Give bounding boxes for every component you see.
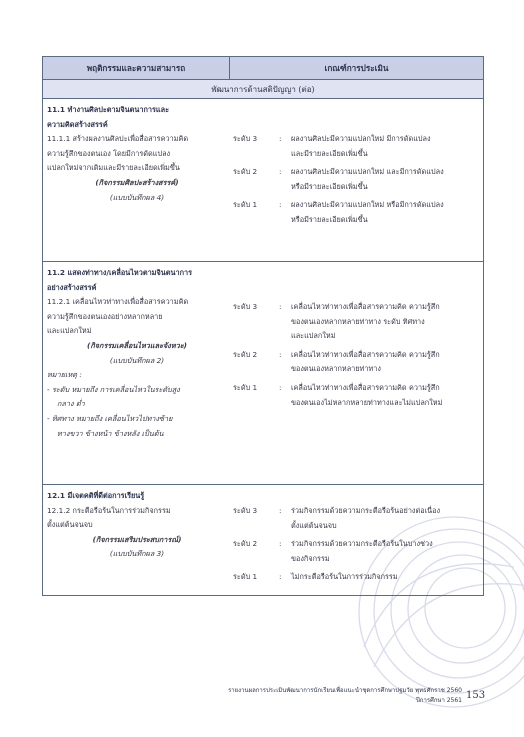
level-desc: เคลื่อนไหวท่าทางเพื่อสื่อสารความคิด ความรู้สึก ของตนเองไม่หลากหลายท่าทางและไม่แปลกใหม่ (291, 382, 443, 407)
level-desc: ผลงานศิลปะมีความแปลกใหม่ และมีการดัดแปลง หรือมีรายละเอียดเพิ่มขึ้น (291, 167, 444, 191)
section-title: 11.2 แสดงท่าทาง/เคลื่อนไหวตามจินตนาการ อย่างสร้างสรรค์ (47, 268, 193, 292)
level-label: ระดับ 1 (233, 382, 258, 392)
behavior-cell (47, 103, 227, 205)
section-11-2 (43, 262, 483, 485)
footer-year: ปีการศึกษา 2561 (416, 697, 462, 704)
level-label: ระดับ 3 (233, 302, 258, 311)
level-desc: ร่วมกิจกรรมด้วยความกระตือรือร้นอย่างต่อเนื่อง ตั้งแต่ต้นจนจบ (291, 506, 441, 530)
item-text: 11.2.1 เคลื่อนไหวท่าทางเพื่อสื่อสารความคิด ความรู้สึกของตนเองอย่างหลากหลาย และแปลกใหม่ (47, 297, 189, 336)
level-label: ระดับ 2 (233, 349, 258, 359)
level-desc: ผลงานศิลปะมีความแปลกใหม่ มีการดัดแปลง และมีรายละเอียดเพิ่มขึ้น (291, 134, 431, 158)
criteria-cell (233, 300, 479, 410)
footer-title: รายงานผลการประเมินพัฒนาการนักเรียนเพื่อแนะนำชุดการศึกษาปฐมวัย พุทธศักราช 2560 (228, 687, 462, 694)
level-desc: เคลื่อนไหวท่าทางเพื่อสื่อสารความคิด ความรู้สึก ของตนเองหลากหลายท่าทาง ระดับ ทิศทาง และแปลกใหม่ (291, 302, 440, 341)
criteria-cell (233, 132, 479, 228)
level-desc: เคลื่อนไหวท่าทางเพื่อสื่อสารความคิด ความรู้สึก ของตนเองหลากหลายท่าทาง (291, 349, 440, 374)
behavior-cell (47, 489, 227, 562)
record-label: (แบบบันทึกผล 2) (109, 355, 165, 365)
level-2-row: ระดับ 2 : ผลงานศิลปะมีความแปลกใหม่ และมีการดัดแปลง หรือมีรายละเอียดเพิ่มขึ้น (233, 165, 479, 194)
note-item: - ระดับ หมายถึง การเคลื่อนไหวในระดับสูง กลาง ต่ำ (47, 384, 180, 409)
table-subheader: พัฒนาการด้านสติปัญญา (ต่อ) (43, 80, 483, 99)
activity-label: (กิจกรรมเคลื่อนไหวและจังหวะ) (87, 340, 187, 350)
section-title: 12.1 มีเจตคติที่ดีต่อการเรียนรู้ (47, 491, 145, 500)
behavior-cell (47, 266, 227, 441)
level-desc: ไม่กระตือรือร้นในการร่วมกิจกรรม (291, 572, 398, 582)
criteria-cell (233, 504, 479, 585)
level-label: ระดับ 1 (233, 572, 258, 582)
level-3-row: ระดับ 3 : เคลื่อนไหวท่าทางเพื่อสื่อสารความคิด ความรู้สึก ของตนเองหลากหลายท่าทาง ระดับ ทิศทาง และแปลกใหม่ (233, 300, 479, 344)
activity-label: (กิจกรรมเสริมประสบการณ์) (92, 534, 182, 544)
header-behavior: พฤติกรรมและความสามารถ (43, 57, 230, 79)
level-label: ระดับ 1 (233, 200, 258, 210)
notes-title: หมายเหตุ : (47, 370, 82, 380)
assessment-table (42, 56, 484, 596)
header-criteria: เกณฑ์การประเมิน (324, 62, 389, 73)
level-1-row: ระดับ 1 : ไม่กระตือรือร้นในการร่วมกิจกรรม (233, 570, 479, 585)
level-label: ระดับ 2 (233, 539, 258, 549)
item-text: 12.1.2 กระตือรือร้นในการร่วมกิจกรรม ตั้งแต่ต้นจนจบ (47, 505, 171, 530)
level-2-row: ระดับ 2 : เคลื่อนไหวท่าทางเพื่อสื่อสารความคิด ความรู้สึก ของตนเองหลากหลายท่าทาง (233, 348, 479, 377)
level-label: ระดับ 2 (233, 167, 258, 177)
record-label: (แบบบันทึกผล 3) (109, 549, 165, 559)
page-number: 153 (466, 690, 486, 701)
section-title: 11.1 ทำงานศิลปะตามจินตนาการและ ความคิดสร้างสรรค์ (47, 105, 170, 129)
activity-label: (กิจกรรมศิลปะสร้างสรรค์) (95, 177, 179, 187)
record-label: (แบบบันทึกผล 4) (109, 192, 165, 202)
item-text: 11.1.1 สร้างผลงานศิลปะเพื่อสื่อสารความคิด ความรู้สึกของตนเอง โดยมีการดัดแปลง แปลกใหม่จากเดิมและมีรายละเอียดเพิ่มขึ้น (47, 134, 189, 173)
section-12-1 (43, 485, 483, 595)
section-11-1 (43, 99, 483, 262)
level-desc: ผลงานศิลปะมีความแปลกใหม่ หรือมีการดัดแปลง หรือมีรายละเอียดเพิ่มขึ้น (291, 200, 444, 224)
level-label: ระดับ 3 (233, 506, 258, 515)
note-item: - ทิศทาง หมายถึง เคลื่อนไหวไปทางซ้าย ทางขวา ข้างหน้า ข้างหลัง เป็นต้น (47, 413, 173, 438)
level-1-row: ระดับ 1 : เคลื่อนไหวท่าทางเพื่อสื่อสารความคิด ความรู้สึก ของตนเองไม่หลากหลายท่าทางและไม่แปลกใหม่ (233, 381, 479, 410)
level-1-row: ระดับ 1 : ผลงานศิลปะมีความแปลกใหม่ หรือมีการดัดแปลง หรือมีรายละเอียดเพิ่มขึ้น (233, 198, 479, 227)
page-footer (180, 686, 462, 706)
level-desc: ร่วมกิจกรรมด้วยความกระตือรือร้นในบางช่วง ของกิจกรรม (291, 539, 433, 563)
level-2-row: ระดับ 2 : ร่วมกิจกรรมด้วยความกระตือรือร้นในบางช่วง ของกิจกรรม (233, 537, 479, 566)
level-3-row: ระดับ 3 : ผลงานศิลปะมีความแปลกใหม่ มีการดัดแปลง และมีรายละเอียดเพิ่มขึ้น (233, 132, 479, 161)
level-3-row: ระดับ 3 : ร่วมกิจกรรมด้วยความกระตือรือร้นอย่างต่อเนื่อง ตั้งแต่ต้นจนจบ (233, 504, 479, 533)
level-label: ระดับ 3 (233, 134, 258, 143)
table-header (43, 57, 483, 80)
